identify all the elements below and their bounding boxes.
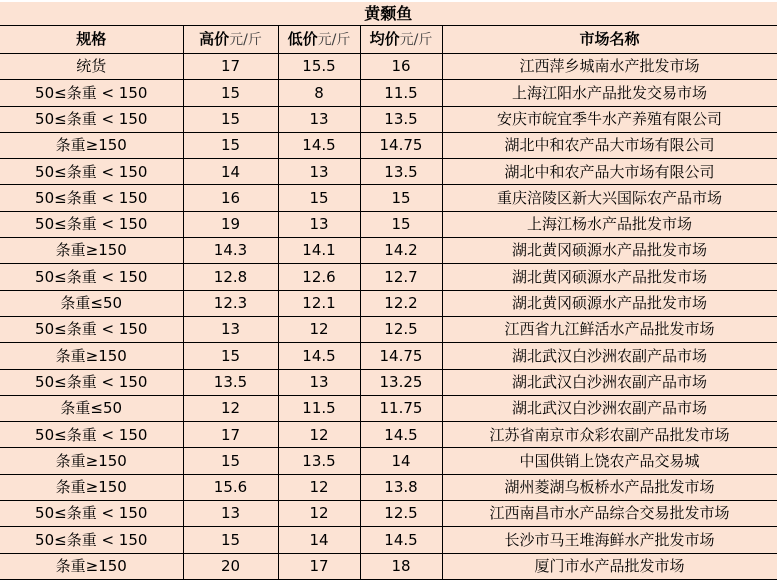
table-row <box>0 448 777 474</box>
table-row <box>0 395 777 421</box>
spec-cell: 统货 <box>0 54 183 80</box>
high-price-cell: 15 <box>183 106 278 132</box>
spec-cell: 50≤条重 < 150 <box>0 316 183 342</box>
avg-price-cell: 14.5 <box>360 422 442 448</box>
avg-price-cell: 12.7 <box>360 264 442 290</box>
spec-cell: 条重≤50 <box>0 290 183 316</box>
table-row <box>0 132 777 158</box>
avg-price-cell: 12.5 <box>360 501 442 527</box>
spec-cell: 50≤条重 < 150 <box>0 106 183 132</box>
high-price-cell: 16 <box>183 185 278 211</box>
low-price-cell: 13 <box>278 159 360 185</box>
table-row <box>0 238 777 264</box>
spec-cell: 条重≤50 <box>0 395 183 421</box>
market-name-cell: 湖北武汉白沙洲农副产品市场 <box>442 343 777 369</box>
spec-cell: 50≤条重 < 150 <box>0 80 183 106</box>
column-header-low-label: 低价 <box>287 29 318 48</box>
avg-price-cell: 13.5 <box>360 106 442 132</box>
table-row <box>0 527 777 553</box>
high-price-cell: 14.3 <box>183 238 278 264</box>
market-name-cell: 湖北中和农产品大市场有限公司 <box>442 132 777 158</box>
avg-price-cell: 12.5 <box>360 316 442 342</box>
spec-cell: 条重≥150 <box>0 343 183 369</box>
high-price-cell: 15 <box>183 343 278 369</box>
table-row <box>0 343 777 369</box>
spec-cell: 50≤条重 < 150 <box>0 501 183 527</box>
low-price-cell: 8 <box>278 80 360 106</box>
column-header-avg-price <box>360 26 442 54</box>
table-row <box>0 80 777 106</box>
low-price-cell: 15 <box>278 185 360 211</box>
avg-price-cell: 16 <box>360 54 442 80</box>
table-row <box>0 2 777 26</box>
low-price-cell: 11.5 <box>278 395 360 421</box>
column-header-market <box>442 26 777 54</box>
high-price-cell: 15 <box>183 448 278 474</box>
low-price-cell: 13 <box>278 369 360 395</box>
high-price-cell: 15.6 <box>183 474 278 500</box>
low-price-cell: 12 <box>278 501 360 527</box>
table-row <box>0 290 777 316</box>
low-price-cell: 12 <box>278 422 360 448</box>
market-name-cell: 江西萍乡城南水产批发市场 <box>442 54 777 80</box>
avg-price-cell: 13.25 <box>360 369 442 395</box>
spec-cell: 条重≥150 <box>0 132 183 158</box>
spec-cell: 50≤条重 < 150 <box>0 211 183 237</box>
column-header-high-label: 高价 <box>199 29 230 48</box>
column-header-spec-label: 规格 <box>76 30 107 49</box>
avg-price-cell: 15 <box>360 211 442 237</box>
avg-price-cell: 14.75 <box>360 343 442 369</box>
high-price-cell: 14 <box>183 159 278 185</box>
market-name-cell: 江苏省南京市众彩农副产品批发市场 <box>442 422 777 448</box>
market-name-cell: 上海江杨水产品批发市场 <box>442 211 777 237</box>
table-row <box>0 553 777 579</box>
low-price-cell: 17 <box>278 553 360 579</box>
high-price-cell: 12.8 <box>183 264 278 290</box>
table-row <box>0 106 777 132</box>
spec-cell: 条重≥150 <box>0 474 183 500</box>
low-price-cell: 12 <box>278 474 360 500</box>
market-name-cell: 厦门市水产品批发市场 <box>442 553 777 579</box>
market-name-cell: 湖北黄冈硕源水产品批发市场 <box>442 238 777 264</box>
spec-cell: 条重≥150 <box>0 553 183 579</box>
market-name-cell: 湖北黄冈硕源水产品批发市场 <box>442 290 777 316</box>
high-price-cell: 15 <box>183 527 278 553</box>
market-name-cell: 湖北武汉白沙洲农副产品市场 <box>442 369 777 395</box>
column-header-low-unit: 元/斤 <box>317 31 351 48</box>
table-row <box>0 159 777 185</box>
avg-price-cell: 14.75 <box>360 132 442 158</box>
market-name-cell: 江西南昌市水产品综合交易批发市场 <box>442 501 777 527</box>
high-price-cell: 12.3 <box>183 290 278 316</box>
high-price-cell: 20 <box>183 553 278 579</box>
market-name-cell: 湖北黄冈硕源水产品批发市场 <box>442 264 777 290</box>
avg-price-cell: 14 <box>360 448 442 474</box>
high-price-cell: 13 <box>183 316 278 342</box>
spec-cell: 50≤条重 < 150 <box>0 422 183 448</box>
market-name-cell: 湖北中和农产品大市场有限公司 <box>442 159 777 185</box>
column-header-market-label: 市场名称 <box>579 30 640 49</box>
column-header-avg-unit: 元/斤 <box>399 31 433 48</box>
market-name-cell: 中国供销上饶农产品交易城 <box>442 448 777 474</box>
table-row <box>0 264 777 290</box>
market-name-cell: 江西省九江鲜活水产品批发市场 <box>442 316 777 342</box>
high-price-cell: 13 <box>183 501 278 527</box>
low-price-cell: 13 <box>278 106 360 132</box>
spec-cell: 条重≥150 <box>0 448 183 474</box>
spec-cell: 50≤条重 < 150 <box>0 527 183 553</box>
low-price-cell: 14 <box>278 527 360 553</box>
low-price-cell: 14.5 <box>278 343 360 369</box>
high-price-cell: 17 <box>183 422 278 448</box>
table-row <box>0 54 777 80</box>
table-row <box>0 501 777 527</box>
avg-price-cell: 14.2 <box>360 238 442 264</box>
low-price-cell: 12.6 <box>278 264 360 290</box>
avg-price-cell: 11.5 <box>360 80 442 106</box>
column-header-low-price <box>278 26 360 54</box>
table-row <box>0 185 777 211</box>
market-name-cell: 安庆市皖宜季牛水产养殖有限公司 <box>442 106 777 132</box>
market-name-cell: 湖北武汉白沙洲农副产品市场 <box>442 395 777 421</box>
high-price-cell: 15 <box>183 80 278 106</box>
avg-price-cell: 12.2 <box>360 290 442 316</box>
price-table <box>0 2 777 580</box>
low-price-cell: 13 <box>278 211 360 237</box>
high-price-cell: 15 <box>183 132 278 158</box>
low-price-cell: 12.1 <box>278 290 360 316</box>
spec-cell: 50≤条重 < 150 <box>0 369 183 395</box>
low-price-cell: 13.5 <box>278 448 360 474</box>
column-header-high-unit: 元/斤 <box>229 31 262 48</box>
high-price-cell: 19 <box>183 211 278 237</box>
avg-price-cell: 13.5 <box>360 159 442 185</box>
spec-cell: 50≤条重 < 150 <box>0 159 183 185</box>
market-name-cell: 重庆涪陵区新大兴国际农产品市场 <box>442 185 777 211</box>
avg-price-cell: 18 <box>360 553 442 579</box>
column-header-high-price <box>183 26 278 54</box>
market-name-cell: 上海江阳水产品批发交易市场 <box>442 80 777 106</box>
spec-cell: 条重≥150 <box>0 238 183 264</box>
spec-cell: 50≤条重 < 150 <box>0 185 183 211</box>
spec-cell: 50≤条重 < 150 <box>0 264 183 290</box>
low-price-cell: 14.5 <box>278 132 360 158</box>
avg-price-cell: 14.5 <box>360 527 442 553</box>
avg-price-cell: 15 <box>360 185 442 211</box>
table-row <box>0 211 777 237</box>
column-header-spec <box>0 26 183 54</box>
table-row <box>0 422 777 448</box>
market-name-cell: 湖州菱湖乌板桥水产品批发市场 <box>442 474 777 500</box>
low-price-cell: 12 <box>278 316 360 342</box>
avg-price-cell: 13.8 <box>360 474 442 500</box>
table-row <box>0 474 777 500</box>
page-title: 黄颡鱼 <box>0 2 777 26</box>
table-row <box>0 369 777 395</box>
table-row <box>0 316 777 342</box>
market-name-cell: 长沙市马王堆海鲜水产批发市场 <box>442 527 777 553</box>
high-price-cell: 12 <box>183 395 278 421</box>
high-price-cell: 17 <box>183 54 278 80</box>
column-header-avg-label: 均价 <box>369 29 400 48</box>
table-header-row <box>0 26 777 54</box>
low-price-cell: 15.5 <box>278 54 360 80</box>
avg-price-cell: 11.75 <box>360 395 442 421</box>
low-price-cell: 14.1 <box>278 238 360 264</box>
high-price-cell: 13.5 <box>183 369 278 395</box>
